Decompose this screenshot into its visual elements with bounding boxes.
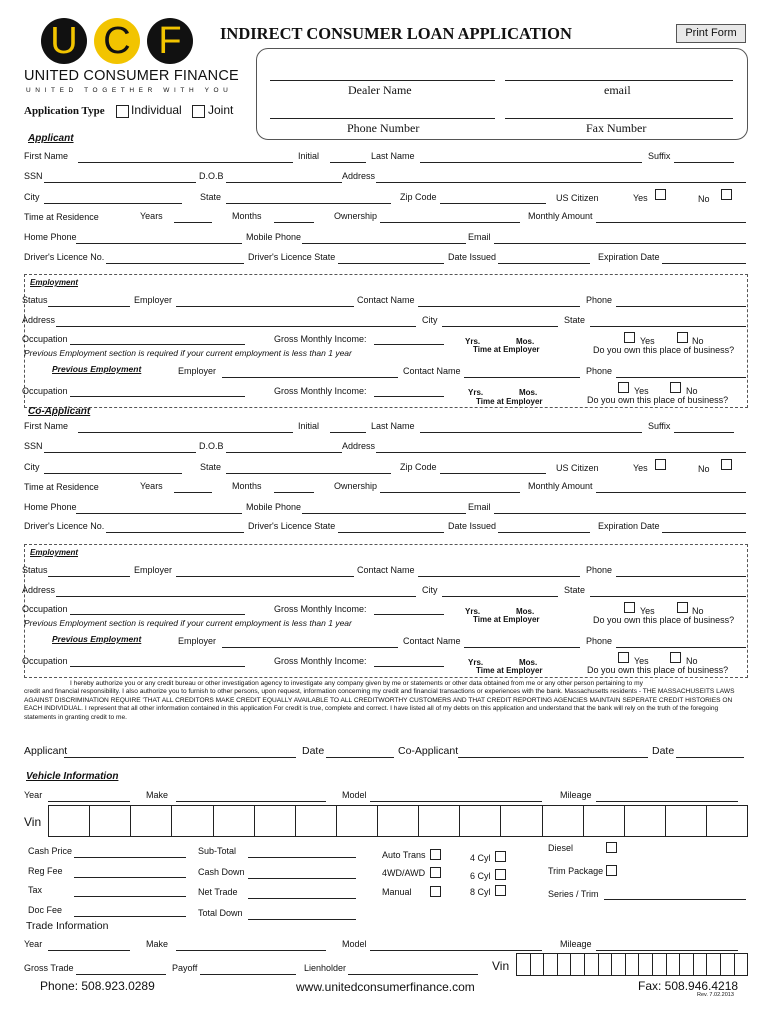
state-label: State xyxy=(200,192,222,202)
total-down-field[interactable] xyxy=(248,919,356,920)
expiration-date-label: Expiration Date xyxy=(598,252,660,262)
doc-fee-label: Doc Fee xyxy=(28,905,63,915)
co-prev-own-no-label: No xyxy=(686,656,698,666)
application-type-label: Application Type xyxy=(24,105,105,117)
trade-vin-label: Vin xyxy=(492,959,510,973)
initial-field[interactable] xyxy=(330,162,366,163)
joint-checkbox[interactable] xyxy=(192,105,205,118)
employment-city-field[interactable] xyxy=(442,326,558,327)
co-drivers-licence-state-label: Driver's Licence State xyxy=(248,521,336,531)
co-us-citizen-label: US Citizen xyxy=(556,463,599,473)
lienholder-field[interactable] xyxy=(348,974,478,975)
trade-make-field[interactable] xyxy=(176,950,326,951)
occupation-label: Occupation xyxy=(22,334,68,344)
manual-label: Manual xyxy=(382,887,412,897)
trade-vin-boxes[interactable] xyxy=(516,953,748,976)
footer-phone: Phone: 508.923.0289 xyxy=(40,979,155,993)
prev-occupation-label: Occupation xyxy=(22,386,68,396)
co-ssn-label: SSN xyxy=(24,441,43,451)
previous-employment-heading: Previous Employment xyxy=(52,364,142,374)
co-status-field[interactable] xyxy=(48,576,130,577)
vehicle-year-field[interactable] xyxy=(48,801,130,802)
suffix-field[interactable] xyxy=(674,162,734,163)
series-trim-label: Series / Trim xyxy=(548,889,599,899)
co-previous-employment-heading: Previous Employment xyxy=(52,634,142,644)
dealer-email-line[interactable] xyxy=(505,80,733,81)
own-yes-label: Yes xyxy=(640,336,655,346)
ssn-field[interactable] xyxy=(44,182,196,183)
sub-total-label: Sub-Total xyxy=(198,846,237,856)
trade-mileage-label: Mileage xyxy=(560,939,592,949)
co-date-issued-field[interactable] xyxy=(498,532,590,533)
gross-trade-field[interactable] xyxy=(76,974,166,975)
awd-label: 4WD/AWD xyxy=(382,868,426,878)
co-citizen-no-checkbox[interactable] xyxy=(721,459,732,470)
date-issued-field[interactable] xyxy=(498,263,590,264)
time-at-residence-label: Time at Residence xyxy=(24,212,99,222)
co-applicant-signature-field[interactable] xyxy=(458,757,648,758)
co-applicant-date-field[interactable] xyxy=(676,757,744,758)
co-state-field[interactable] xyxy=(226,473,391,474)
co-employment-phone-field[interactable] xyxy=(616,576,746,577)
own-place-label: Do you own this place of business? xyxy=(593,345,735,355)
vehicle-year-label: Year xyxy=(24,790,43,800)
citizen-yes-checkbox[interactable] xyxy=(655,189,666,200)
dealer-name-label: Dealer Name xyxy=(348,83,412,97)
occupation-field[interactable] xyxy=(70,344,245,345)
diesel-checkbox[interactable] xyxy=(606,842,617,853)
years-label: Years xyxy=(140,211,163,221)
co-prev-mos-label: Mos. xyxy=(519,658,538,667)
drivers-licence-no-field[interactable] xyxy=(106,263,244,264)
co-first-name-label: First Name xyxy=(24,421,69,431)
time-at-employer-label: Time at Employer xyxy=(473,345,540,354)
logo-circle-u: U xyxy=(41,18,87,64)
own-yes-checkbox[interactable] xyxy=(624,332,635,343)
diesel-label: Diesel xyxy=(548,843,574,853)
employment-phone-field[interactable] xyxy=(616,306,746,307)
co-prev-time-at-employer-label: Time at Employer xyxy=(476,666,543,675)
cash-down-field[interactable] xyxy=(248,878,356,879)
phone-label: Phone xyxy=(586,295,613,305)
expiration-date-field[interactable] xyxy=(662,263,746,264)
vehicle-vin-label: Vin xyxy=(24,815,42,829)
co-home-phone-label: Home Phone xyxy=(24,502,77,512)
dealer-fax-line[interactable] xyxy=(505,118,733,119)
payoff-field[interactable] xyxy=(200,974,296,975)
prev-gross-income-field[interactable] xyxy=(374,396,444,397)
co-initial-label: Initial xyxy=(298,421,320,431)
co-last-name-field[interactable] xyxy=(420,432,642,433)
prev-time-at-employer-label: Time at Employer xyxy=(476,397,543,406)
co-applicant-signature-label: Co-Applicant xyxy=(398,745,459,757)
months-label: Months xyxy=(232,211,262,221)
prev-own-yes-checkbox[interactable] xyxy=(618,382,629,393)
authorization-first-line: I hereby authorize you or any credit bureau or other investigation agency to investigate any company given by me or statements or other data obtained from me or any other person pertaining to my xyxy=(70,680,643,687)
co-home-phone-field[interactable] xyxy=(76,513,242,514)
date-issued-label: Date Issued xyxy=(448,252,497,262)
co-employment-address-label: Address xyxy=(22,585,56,595)
employer-field[interactable] xyxy=(176,306,354,307)
tagline: UNITED TOGETHER WITH YOU xyxy=(26,87,233,94)
co-time-at-employer-label: Time at Employer xyxy=(473,615,540,624)
prev-own-no-label: No xyxy=(686,386,698,396)
co-years-label: Years xyxy=(140,481,163,491)
footer-website[interactable]: www.unitedconsumerfinance.com xyxy=(296,980,475,994)
tax-field[interactable] xyxy=(74,896,186,897)
first-name-field[interactable] xyxy=(78,162,293,163)
cash-price-field[interactable] xyxy=(74,857,186,858)
co-gross-income-label: Gross Monthly Income: xyxy=(274,604,367,614)
co-prev-occupation-field[interactable] xyxy=(70,666,245,667)
co-employment-city-field[interactable] xyxy=(442,596,558,597)
zip-field[interactable] xyxy=(440,203,546,204)
contact-name-field[interactable] xyxy=(418,306,580,307)
residence-months-field[interactable] xyxy=(274,222,314,223)
cash-down-label: Cash Down xyxy=(198,867,245,877)
monthly-amount-field[interactable] xyxy=(596,222,746,223)
city-label: City xyxy=(24,192,40,202)
dealer-fax-label: Fax Number xyxy=(586,121,647,135)
co-residence-months-field[interactable] xyxy=(274,492,314,493)
gross-income-label: Gross Monthly Income: xyxy=(274,334,367,344)
mos-label: Mos. xyxy=(516,337,535,346)
ssn-label: SSN xyxy=(24,171,43,181)
dealer-email-label: email xyxy=(604,83,631,97)
dealer-name-line[interactable] xyxy=(270,80,495,81)
trade-mileage-field[interactable] xyxy=(596,950,738,951)
co-prev-own-yes-checkbox[interactable] xyxy=(618,652,629,663)
applicant-date-label: Date xyxy=(302,745,325,757)
sub-total-field[interactable] xyxy=(248,857,356,858)
mobile-phone-field[interactable] xyxy=(302,243,466,244)
co-prev-gross-income-label: Gross Monthly Income: xyxy=(274,656,367,666)
co-time-at-residence-label: Time at Residence xyxy=(24,482,99,492)
applicant-signature-field[interactable] xyxy=(64,757,296,758)
applicant-date-field[interactable] xyxy=(326,757,394,758)
state-field[interactable] xyxy=(226,203,391,204)
home-phone-field[interactable] xyxy=(76,243,242,244)
net-trade-field[interactable] xyxy=(248,898,356,899)
series-trim-field[interactable] xyxy=(604,899,746,900)
co-prev-phone-field[interactable] xyxy=(616,647,746,648)
prev-gross-income-label: Gross Monthly Income: xyxy=(274,386,367,396)
last-name-field[interactable] xyxy=(420,162,642,163)
authorization-body: credit and financial responsibility. I also authorize you to furnish to other persons, upon request, information concerning my credit and financial transactions or experiences with the bank. Massachusetts residents - THE MASSACHUSEITS LAWS AGAINST DISCRIMINATION REQUIRE 'THAT ALL CREDITORS MAKE CREDIT EQUALLY AVAILABLE TO ALL CREDITWORTHY CUSTOMERS AND THAT CREDIT REPORTING AGENCIES MAINTAIN SEPERATE CREDIT HISTORIES ON EACH INDIVIDUAL. I represent that all other information contained in this application For credit is true, complete and correct. I have listed all of my debts on this application and understand that the bank will rely on the truth of the foregoing statements in granting credit to me. xyxy=(24,688,735,721)
vehicle-mileage-field[interactable] xyxy=(596,801,738,802)
dealer-box xyxy=(256,48,748,140)
logo xyxy=(24,18,239,98)
co-drivers-licence-no-label: Driver's Licence No. xyxy=(24,521,105,531)
authorization-text xyxy=(24,680,744,722)
co-prev-own-place-label: Do you own this place of business? xyxy=(587,665,729,675)
co-prev-employer-field[interactable] xyxy=(222,647,398,648)
co-own-yes-checkbox[interactable] xyxy=(624,602,635,613)
employment-address-field[interactable] xyxy=(56,326,416,327)
citizen-no-label: No xyxy=(698,194,710,204)
vehicle-model-label: Model xyxy=(342,790,367,800)
zip-label: Zip Code xyxy=(400,192,437,202)
drivers-licence-state-label: Driver's Licence State xyxy=(248,252,336,262)
co-prev-phone-label: Phone xyxy=(586,636,613,646)
co-prev-employer-label: Employer xyxy=(178,636,217,646)
co-email-label: Email xyxy=(468,502,491,512)
prev-own-no-checkbox[interactable] xyxy=(670,382,681,393)
vehicle-model-field[interactable] xyxy=(370,801,542,802)
co-status-label: Status xyxy=(22,565,48,575)
prev-mos-label: Mos. xyxy=(519,388,538,397)
co-zip-label: Zip Code xyxy=(400,462,437,472)
co-address-label: Address xyxy=(342,441,376,451)
co-prev-occupation-label: Occupation xyxy=(22,656,68,666)
us-citizen-label: US Citizen xyxy=(556,193,599,203)
co-drivers-licence-state-field[interactable] xyxy=(338,532,444,533)
employment-address-label: Address xyxy=(22,315,56,325)
cyl4-label: 4 Cyl xyxy=(470,853,491,863)
last-name-label: Last Name xyxy=(371,151,415,161)
co-prev-employment-note: Previous Employment section is required if your current employment is less than 1 year xyxy=(24,618,352,628)
co-citizen-yes-label: Yes xyxy=(633,463,648,473)
co-applicant-heading: Co-Applicant xyxy=(28,406,91,417)
co-first-name-field[interactable] xyxy=(78,432,293,433)
co-expiration-date-field[interactable] xyxy=(662,532,746,533)
city-field[interactable] xyxy=(44,203,182,204)
co-zip-field[interactable] xyxy=(440,473,546,474)
cyl6-label: 6 Cyl xyxy=(470,871,491,881)
co-gross-income-field[interactable] xyxy=(374,614,444,615)
co-prev-own-no-checkbox[interactable] xyxy=(670,652,681,663)
dealer-phone-line[interactable] xyxy=(270,118,495,119)
trade-year-field[interactable] xyxy=(48,950,130,951)
total-down-label: Total Down xyxy=(198,908,243,918)
co-ssn-field[interactable] xyxy=(44,452,196,453)
dealer-phone-label: Phone Number xyxy=(347,121,420,135)
co-mobile-phone-label: Mobile Phone xyxy=(246,502,302,512)
co-expiration-date-label: Expiration Date xyxy=(598,521,660,531)
auto-trans-checkbox[interactable] xyxy=(430,849,441,860)
co-citizen-yes-checkbox[interactable] xyxy=(655,459,666,470)
trade-year-label: Year xyxy=(24,939,43,949)
doc-fee-field[interactable] xyxy=(74,916,186,917)
co-occupation-label: Occupation xyxy=(22,604,68,614)
trade-make-label: Make xyxy=(146,939,169,949)
logo-circle-f: F xyxy=(147,18,193,64)
vehicle-make-field[interactable] xyxy=(176,801,326,802)
co-contact-name-label: Contact Name xyxy=(357,565,415,575)
co-mos-label: Mos. xyxy=(516,607,535,616)
net-trade-label: Net Trade xyxy=(198,887,238,897)
email-label: Email xyxy=(468,232,491,242)
awd-checkbox[interactable] xyxy=(430,867,441,878)
gross-trade-label: Gross Trade xyxy=(24,963,74,973)
prev-occupation-field[interactable] xyxy=(70,396,245,397)
trade-model-field[interactable] xyxy=(370,950,542,951)
prev-employer-field[interactable] xyxy=(222,377,398,378)
contact-name-label: Contact Name xyxy=(357,295,415,305)
status-label: Status xyxy=(22,295,48,305)
applicant-heading: Applicant xyxy=(28,133,74,144)
prev-employer-label: Employer xyxy=(178,366,217,376)
prev-yrs-label: Yrs. xyxy=(468,388,484,397)
co-months-label: Months xyxy=(232,481,262,491)
trim-package-label: Trim Package xyxy=(548,866,604,876)
co-prev-gross-income-field[interactable] xyxy=(374,666,444,667)
co-own-no-label: No xyxy=(692,606,704,616)
co-dob-field[interactable] xyxy=(226,452,342,453)
home-phone-label: Home Phone xyxy=(24,232,77,242)
co-prev-own-yes-label: Yes xyxy=(634,656,649,666)
citizen-no-checkbox[interactable] xyxy=(721,189,732,200)
co-occupation-field[interactable] xyxy=(70,614,245,615)
co-date-issued-label: Date Issued xyxy=(448,521,497,531)
own-no-checkbox[interactable] xyxy=(677,332,688,343)
drivers-licence-no-label: Driver's Licence No. xyxy=(24,252,105,262)
co-employer-label: Employer xyxy=(134,565,173,575)
co-employment-state-label: State xyxy=(564,585,586,595)
trim-package-checkbox[interactable] xyxy=(606,865,617,876)
employment-state-field[interactable] xyxy=(590,326,746,327)
drivers-licence-state-field[interactable] xyxy=(338,263,444,264)
co-initial-field[interactable] xyxy=(330,432,366,433)
co-ownership-label: Ownership xyxy=(334,481,378,491)
co-mobile-phone-field[interactable] xyxy=(302,513,466,514)
dob-label: D.O.B xyxy=(199,171,224,181)
co-monthly-amount-label: Monthly Amount xyxy=(528,481,593,491)
form-title: INDIRECT CONSUMER LOAN APPLICATION xyxy=(220,24,572,43)
email-field[interactable] xyxy=(494,243,746,244)
employment-city-label: City xyxy=(422,315,438,325)
footer-fax: Fax: 508.946.4218 xyxy=(638,979,739,993)
manual-checkbox[interactable] xyxy=(430,886,441,897)
co-drivers-licence-no-field[interactable] xyxy=(106,532,244,533)
prev-phone-field[interactable] xyxy=(616,377,746,378)
co-phone-label: Phone xyxy=(586,565,613,575)
co-address-field[interactable] xyxy=(376,452,746,453)
co-own-place-label: Do you own this place of business? xyxy=(593,615,735,625)
co-applicant-date-label: Date xyxy=(652,745,675,757)
lienholder-label: Lienholder xyxy=(304,963,347,973)
prev-contact-name-label: Contact Name xyxy=(403,366,461,376)
co-own-yes-label: Yes xyxy=(640,606,655,616)
cyl4-checkbox[interactable] xyxy=(495,851,506,862)
prev-phone-label: Phone xyxy=(586,366,613,376)
first-name-label: First Name xyxy=(24,151,69,161)
vehicle-make-label: Make xyxy=(146,790,169,800)
logo-circle-c: C xyxy=(94,18,140,64)
co-prev-contact-name-label: Contact Name xyxy=(403,636,461,646)
co-monthly-amount-field[interactable] xyxy=(596,492,746,493)
trade-model-label: Model xyxy=(342,939,367,949)
mobile-phone-label: Mobile Phone xyxy=(246,232,302,242)
address-field[interactable] xyxy=(376,182,746,183)
prev-contact-name-field[interactable] xyxy=(464,377,580,378)
individual-checkbox[interactable] xyxy=(116,105,129,118)
cash-price-label: Cash Price xyxy=(28,846,73,856)
reg-fee-field[interactable] xyxy=(74,877,186,878)
suffix-label: Suffix xyxy=(648,151,671,161)
citizen-yes-label: Yes xyxy=(633,193,648,203)
prev-employment-note: Previous Employment section is required if your current employment is less than 1 year xyxy=(24,348,352,358)
co-last-name-label: Last Name xyxy=(371,421,415,431)
co-yrs-label: Yrs. xyxy=(465,607,481,616)
individual-label: Individual xyxy=(131,103,182,117)
tax-label: Tax xyxy=(28,885,43,895)
co-employment-city-label: City xyxy=(422,585,438,595)
employment-heading: Employment xyxy=(30,278,79,287)
co-employer-field[interactable] xyxy=(176,576,354,577)
revision-text: Rev. 7.02.2013 xyxy=(697,992,734,998)
yrs-label: Yrs. xyxy=(465,337,481,346)
residence-years-field[interactable] xyxy=(174,222,212,223)
vehicle-heading: Vehicle Information xyxy=(26,771,119,782)
monthly-amount-label: Monthly Amount xyxy=(528,211,593,221)
dob-field[interactable] xyxy=(226,182,342,183)
co-employment-heading: Employment xyxy=(30,548,79,557)
prev-own-place-label: Do you own this place of business? xyxy=(587,395,729,405)
company-name: UNITED CONSUMER FINANCE xyxy=(24,68,239,84)
co-residence-years-field[interactable] xyxy=(174,492,212,493)
co-city-field[interactable] xyxy=(44,473,182,474)
employer-label: Employer xyxy=(134,295,173,305)
payoff-label: Payoff xyxy=(172,963,198,973)
co-own-no-checkbox[interactable] xyxy=(677,602,688,613)
ownership-field[interactable] xyxy=(380,222,520,223)
co-state-label: State xyxy=(200,462,222,472)
address-label: Address xyxy=(342,171,376,181)
vehicle-vin-boxes[interactable] xyxy=(48,805,748,837)
reg-fee-label: Reg Fee xyxy=(28,866,63,876)
auto-trans-label: Auto Trans xyxy=(382,850,426,860)
own-no-label: No xyxy=(692,336,704,346)
applicant-signature-label: Applicant xyxy=(24,745,68,757)
co-prev-yrs-label: Yrs. xyxy=(468,658,484,667)
employment-state-label: State xyxy=(564,315,586,325)
prev-own-yes-label: Yes xyxy=(634,386,649,396)
vehicle-mileage-label: Mileage xyxy=(560,790,592,800)
co-employment-address-field[interactable] xyxy=(56,596,416,597)
co-ownership-field[interactable] xyxy=(380,492,520,493)
joint-label: Joint xyxy=(208,103,234,117)
cyl8-label: 8 Cyl xyxy=(470,887,491,897)
cyl8-checkbox[interactable] xyxy=(495,885,506,896)
gross-income-field[interactable] xyxy=(374,344,444,345)
print-form-button[interactable]: Print Form xyxy=(676,24,746,43)
status-field[interactable] xyxy=(48,306,130,307)
co-email-field[interactable] xyxy=(494,513,746,514)
ownership-label: Ownership xyxy=(334,211,378,221)
trade-heading: Trade Information xyxy=(26,920,109,932)
co-city-label: City xyxy=(24,462,40,472)
co-suffix-field[interactable] xyxy=(674,432,734,433)
co-prev-contact-name-field[interactable] xyxy=(464,647,580,648)
cyl6-checkbox[interactable] xyxy=(495,869,506,880)
co-citizen-no-label: No xyxy=(698,464,710,474)
co-dob-label: D.O.B xyxy=(199,441,224,451)
co-suffix-label: Suffix xyxy=(648,421,671,431)
co-contact-name-field[interactable] xyxy=(418,576,580,577)
co-employment-state-field[interactable] xyxy=(590,596,746,597)
initial-label: Initial xyxy=(298,151,320,161)
